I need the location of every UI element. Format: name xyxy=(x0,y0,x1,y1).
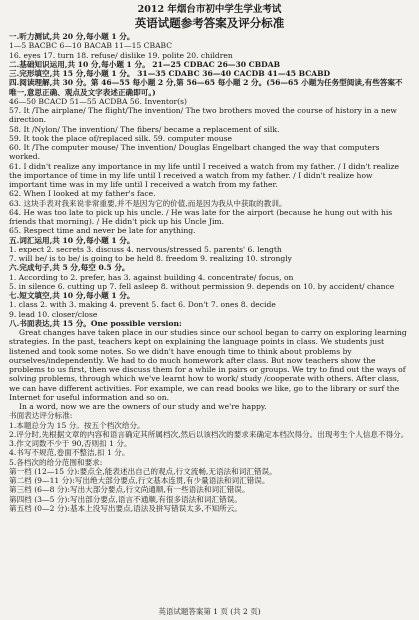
document-title: 英语试题参考答案及评分标准 xyxy=(134,16,285,30)
scoring-line: 第一档 (12—15 分):要点全,能表述出自己的观点,行文流畅,无语法和词汇错误。 xyxy=(9,466,277,476)
answer-line: 59. It took the place of/replaced silk. 59. computer mouse xyxy=(9,133,232,143)
scoring-line: 第二档 (9—11 分):写出绝大部分要点,行文基本连贯,有少量语法和词汇错误。 xyxy=(9,476,270,485)
answer-line: 六.完成句子,共 5 分,每空 0.5 分。 xyxy=(9,263,130,273)
scoring-criteria xyxy=(9,411,410,513)
answer-line: 60. It /The computer mouse/ The invention/ Douglas Engelbart changed the way that computers worked. xyxy=(9,143,380,162)
answer-sections xyxy=(9,32,410,328)
answer-line: 57. It /The airplane/ The flight/The invention/ The two brothers moved the course of history in a new direction. xyxy=(9,106,397,125)
page-footer: 英语试题答案第 1 页 (共 2 页) xyxy=(158,606,261,616)
answer-line: 1. According to 2. prefer, has 3. against building 4. concentrate/ focus, on xyxy=(9,272,294,282)
answer-line: 三.完形填空,共 15 分,每小题 1 分。 31—35 CDABC 36—40 CACDB 41—45 BCABD xyxy=(9,69,331,78)
answer-line: 64. He was too late to pick up his uncle. / He was late for the airport (because he hung out with his friends that morning). / He didn't pick up his Uncle Jim. xyxy=(9,207,393,226)
scoring-line: 第五档 (0—2 分):基本上没写出要点,语法及拼写错误太多,不知所云。 xyxy=(9,503,242,513)
answer-line: 1—5 BACBC 6—10 BACAB 11—15 CBABC xyxy=(9,41,173,51)
answer-line: 1. expect 2. secrets 3. discuss 4. nervous/stressed 5. parents' 6. length xyxy=(9,244,282,254)
answer-line: 62. When I looked at my father's face. xyxy=(9,189,156,199)
scoring-line: 3.作文词数不少于 90,否则扣 1 分。 xyxy=(9,439,132,448)
answer-line: 61. I didn't realize any importance in my life until I received a watch from my father. / I didn't realize the importance of time in my life until I received a watch from my father. / I didn't realize how important time was in my life until I received a watch from my father. xyxy=(9,161,399,189)
answer-line: 65. Respect time and never be late for anything. xyxy=(9,226,196,236)
answer-line: 16. eyes 17. turn 18. refuse/ dislike 19. polite 20. children xyxy=(9,50,233,60)
answer-line: 1. class 2. with 3. making 4. prevent 5. fact 6. Don't 7. ones 8. decide xyxy=(9,300,276,310)
essay-paragraph: In a word, now we are the owners of our study and we're happy. xyxy=(19,402,267,411)
answer-line: 七.短文填空,共 10 分,每小题 1 分。 xyxy=(9,291,135,300)
scoring-line: 5.各档次的给分范围和要求: xyxy=(9,457,103,467)
model-essay xyxy=(9,328,410,411)
scoring-line: 书面表达评分标准: xyxy=(9,411,73,421)
answer-line: 八.书面表达,共 15 分。One possible version: xyxy=(9,318,182,328)
exam-title: 2012 年烟台市初中学生学业考试 xyxy=(137,4,282,15)
scoring-line: 4.书写不规范,卷面不整洁,扣 1 分。 xyxy=(9,448,130,458)
answer-line: 58. It /Nylon/ The invention/ The fibers/ became a replacement of silk. xyxy=(9,124,280,134)
answer-line: 7. will be/ is to be/ is going to be held 8. freedom 9. realizing 10. strongly xyxy=(9,254,292,263)
essay-paragraph: Great changes have taken place in our studies since our school began to carry on exploring learning strategies. In the past, teachers kept on explaining the language points in class. We students just listened and took some notes. So we didn't have enough time to think about problems by ourselves/independently. We had to do much homework after class. But now teachers show the problems to us first, then we discuss them for a while in pairs or groups. We try to find out the ways of solving problems, through which we've learnt how to work/ study /cooperate with others. After class, we can have different activities. For example, we can read books we like, go to the library or surf the Internet for useful information and so on. xyxy=(9,328,407,402)
answer-line: 五.词汇运用,共 10 分,每小题 1 分。 xyxy=(9,235,135,245)
answer-line: 二.基础知识运用,共 10 分,每小题 1 分。 21—25 CDBAC 26—30 CBDAB xyxy=(9,59,281,69)
scoring-line: 第三档 (6—8 分):写出大部分要点,行文尚通顺,有一些语法和词汇错误。 xyxy=(9,485,250,495)
answer-line: 46—50 BCACD 51—55 ACDBA 56. Inventor(s) xyxy=(9,96,187,106)
answer-line: 四.阅读理解,共 30 分。第 46—55 每小题 2 分,第 56—65 每小题 2 分。(56—65 小题为任务型阅读,有些答案不唯一,意思正确、观点及文字表述正确即可。) xyxy=(9,78,403,97)
answer-line: 一.听力测试,共 20 分,每小题 1 分。 xyxy=(9,32,135,41)
scoring-line: 2.评分时,先根据文章的内容和语言确定其所属档次,然后以该档次的要求来确定本档次得分。出现考生个人信息不得分。 xyxy=(9,429,409,439)
scoring-line: 第四档 (3—5 分):写出部分要点,语言不通顺,有很多语法和词汇错误。 xyxy=(9,494,242,504)
scoring-line: 1.本题总分为 15 分。按五个档次给分。 xyxy=(9,420,145,430)
answer-line: 9. lead 10. closer/close xyxy=(9,309,98,319)
answer-line: 63. 这块手表对我来说非常重要,并不是因为它的价值,而是因为我从中获取的教训。 xyxy=(9,198,287,208)
answer-line: 5. in silence 6. cutting up 7. fell asleep 8. without permission 9. depends on 10. by accident/ chance xyxy=(9,281,395,291)
